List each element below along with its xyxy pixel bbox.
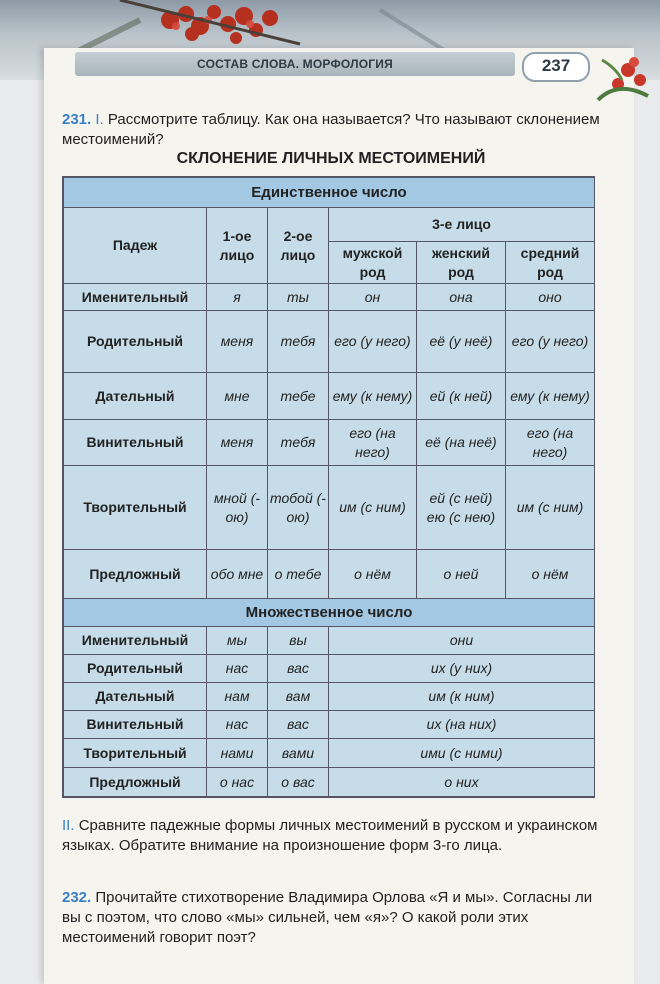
form-cell: мне [207,373,268,420]
table-row [64,420,595,466]
form-cell: он [329,284,417,311]
table-row [64,466,595,550]
table-row [64,768,595,797]
task-number: 231. [62,111,92,128]
case-column-header: Падеж [64,208,207,284]
form-cell: о них [329,768,595,797]
form-cell: им (к ним) [329,683,595,711]
form-cell: мной (-ою) [207,466,268,550]
form-cell: она [417,284,506,311]
form-cell: мы [207,627,268,655]
form-cell: тобой (-ою) [268,466,329,550]
case-cell: Родительный [64,311,207,373]
form-cell: тебя [268,311,329,373]
section-header: СОСТАВ СЛОВА. МОРФОЛОГИЯ [75,52,515,76]
form-cell: их (у них) [329,655,595,683]
form-cell: ей (к ней) [417,373,506,420]
form-cell: они [329,627,595,655]
form-cell: тебе [268,373,329,420]
form-cell: нам [207,683,268,711]
form-cell: нами [207,739,268,768]
case-cell: Именительный [64,627,207,655]
task-question: Прочитайте стихотворение Владимира Орлова «Я и мы». Согласны ли вы с поэтом, что слово «мы» сильней, чем «я»? О какой роли этих местоимений говорит поэт? [62,889,593,946]
task-number: 232. [62,889,92,906]
form-cell: вас [268,655,329,683]
table-row [64,739,595,768]
table-row [64,711,595,739]
form-cell: вы [268,627,329,655]
case-cell: Предложный [64,768,207,797]
form-cell: вас [268,711,329,739]
rowan-leaf-decoration [588,40,660,110]
form-cell: о нас [207,768,268,797]
form-cell: меня [207,420,268,466]
third-person-header: 3-е лицо [329,208,595,242]
task-part: I. [95,111,104,128]
form-cell: ему (к нему) [506,373,595,420]
page-number: 237 [522,52,590,82]
form-cell: тебя [268,420,329,466]
case-cell: Дательный [64,373,207,420]
form-cell: его (у него) [506,311,595,373]
form-cell: о ней [417,550,506,599]
task-231-part2 [62,816,602,856]
form-cell: о нём [329,550,417,599]
form-cell: ими (с ними) [329,739,595,768]
form-cell: оно [506,284,595,311]
case-cell: Родительный [64,655,207,683]
form-cell: её (на неё) [417,420,506,466]
form-cell: его (на него) [329,420,417,466]
form-cell: вами [268,739,329,768]
task-instruction: Сравните падежные формы личных местоимений в русском и украинском языках. Обратите внимание на произношение форм 3-го лица. [62,817,598,854]
feminine-header: женский род [417,242,506,284]
declension-table [62,176,595,798]
form-cell: о тебе [268,550,329,599]
form-cell: о нём [506,550,595,599]
form-cell: я [207,284,268,311]
case-cell: Винительный [64,711,207,739]
case-cell: Предложный [64,550,207,599]
form-cell: его (на него) [506,420,595,466]
form-cell: ей (с ней) ею (с нею) [417,466,506,550]
form-cell: им (с ним) [329,466,417,550]
table-row [64,284,595,311]
form-cell: обо мне [207,550,268,599]
singular-header: Единственное число [64,178,595,208]
task-232-text [62,888,602,948]
table-row [64,655,595,683]
table-row [64,550,595,599]
table-row [64,373,595,420]
form-cell: нас [207,655,268,683]
form-cell: ему (к нему) [329,373,417,420]
neuter-header: средний род [506,242,595,284]
form-cell: о вас [268,768,329,797]
form-cell: нас [207,711,268,739]
form-cell: их (на них) [329,711,595,739]
case-cell: Винительный [64,420,207,466]
second-person-header: 2-ое лицо [268,208,329,284]
form-cell: меня [207,311,268,373]
table-row [64,627,595,655]
case-cell: Творительный [64,466,207,550]
form-cell: им (с ним) [506,466,595,550]
case-cell: Творительный [64,739,207,768]
task-part: II. [62,817,75,834]
plural-header: Множественное число [64,599,595,627]
form-cell: его (у него) [329,311,417,373]
form-cell: вам [268,683,329,711]
table-row [64,683,595,711]
masculine-header: мужской род [329,242,417,284]
case-cell: Именительный [64,284,207,311]
task-231-text [62,110,602,150]
table-row [64,311,595,373]
form-cell: её (у неё) [417,311,506,373]
case-cell: Дательный [64,683,207,711]
first-person-header: 1-ое лицо [207,208,268,284]
table-title: СКЛОНЕНИЕ ЛИЧНЫХ МЕСТОИМЕНИЙ [176,150,486,167]
task-question: Рассмотрите таблицу. Как она называется? Что называют склонением местоимений? [62,111,600,148]
form-cell: ты [268,284,329,311]
